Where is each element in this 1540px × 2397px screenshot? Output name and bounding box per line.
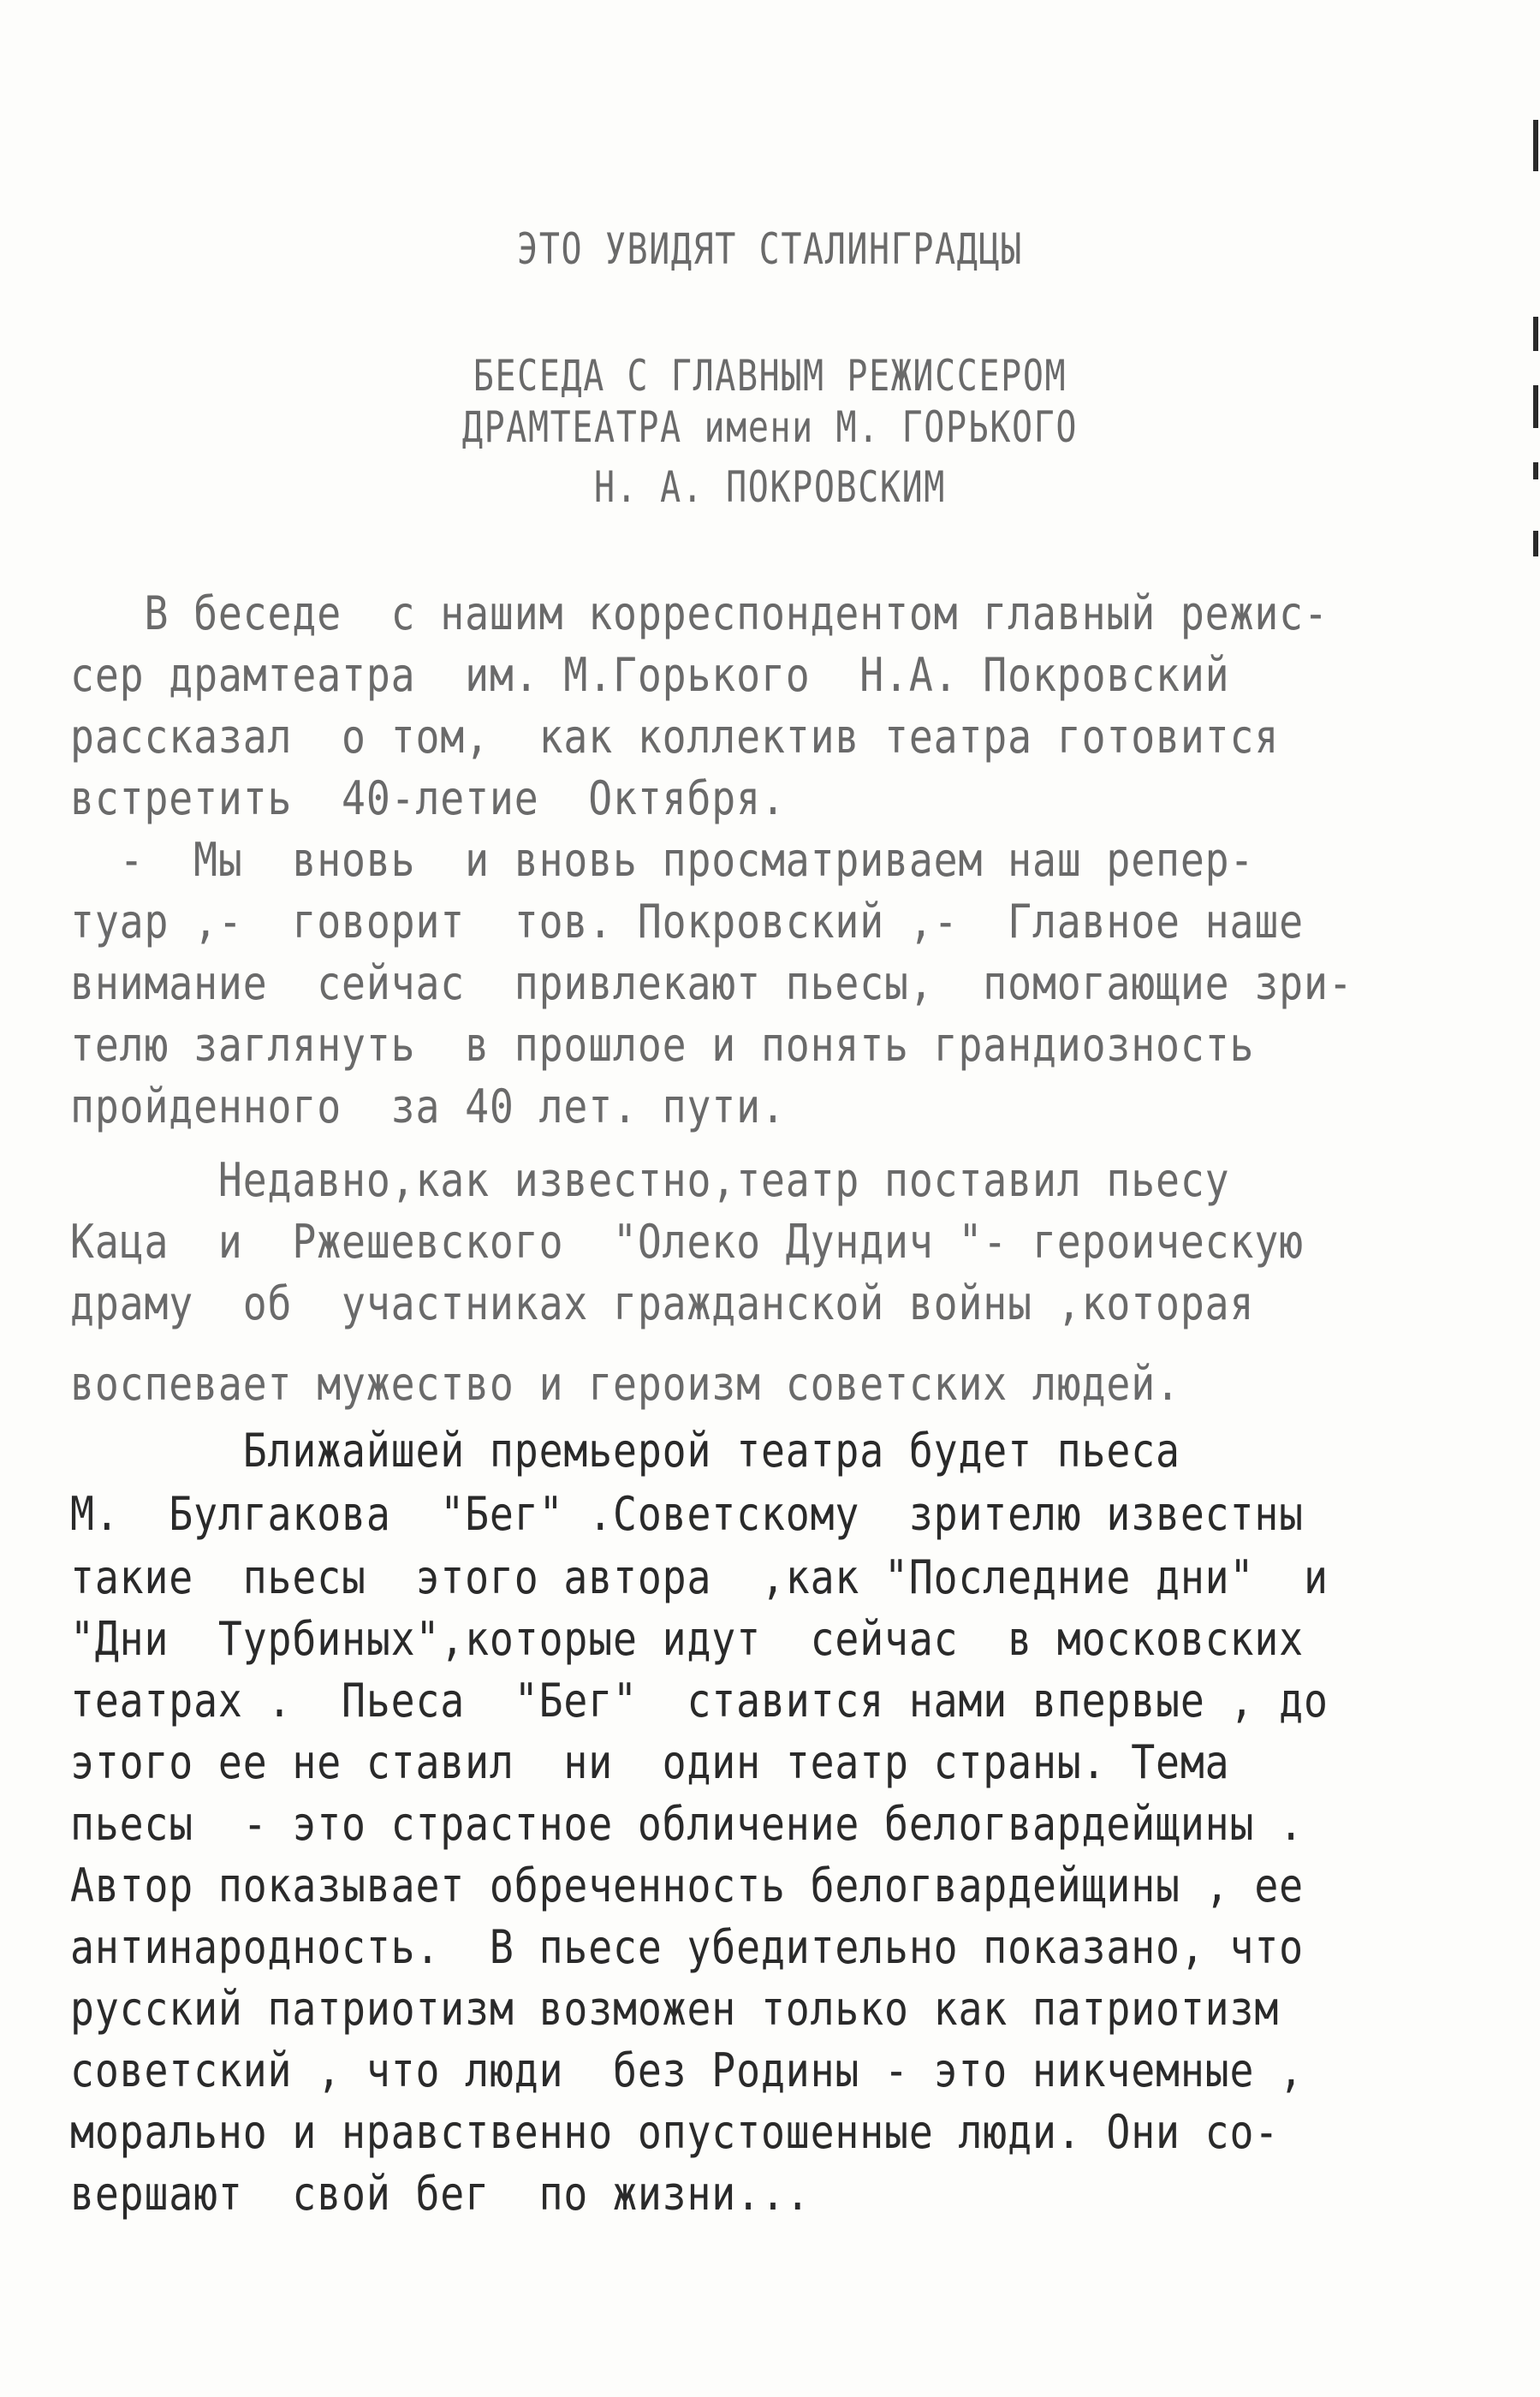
body-line: пройденного за 40 лет. пути. [70,1080,786,1133]
body-line: М. Булгакова "Бег" .Советскому зрителю известны [70,1487,1304,1541]
body-line: Каца и Ржешевского "Олеко Дундич "- героическую [70,1215,1304,1269]
subtitle-line-2-part-1: ДРАМТЕАТРА [461,402,705,452]
body-line: русский патриотизм возможен только как патриотизм [70,1982,1280,2036]
body-line: - Мы вновь и вновь просматриваем наш репер- [70,833,1255,887]
body-line: антинародность. В пьесе убедительно показано, что [70,1920,1304,1974]
body-line: "Дни Турбиных",которые идут сейчас в московских [70,1612,1304,1666]
body-line: телю заглянуть в прошлое и понять грандиозность [70,1018,1255,1072]
body-line: театрах . Пьеса "Бег" ставится нами впервые , до [70,1674,1329,1728]
body-line: пьесы - это страстное обличение белогвардейщины . [70,1797,1304,1851]
subtitle-line-1: БЕСЕДА С ГЛАВНЫМ РЕЖИССЕРОМ [473,351,1067,401]
subtitle-line-2-part-2: имени [704,402,814,452]
body-line: В беседе с нашим корреспондентом главный режис- [70,586,1329,640]
body-line: Ближайшей премьерой театра будет пьеса [70,1424,1180,1478]
body-line: Недавно,как известно,театр поставил пьесу [70,1153,1230,1207]
body-line: советский , что люди без Родины - это никчемные , [70,2043,1304,2097]
body-line: такие пьесы этого автора ,как "Последние дни" и [70,1550,1329,1604]
document-title: ЭТО УВИДЯТ СТАЛИНГРАДЦЫ [517,224,1023,274]
body-line: рассказал о том, как коллектив театра готовится [70,710,1280,764]
body-line: внимание сейчас привлекают пьесы, помогающие зри- [70,956,1353,1010]
body-line: туар ,- говорит тов. Покровский ,- Главное наше [70,895,1304,949]
body-line: морально и нравственно опустошенные люди. Они со- [70,2105,1280,2159]
body-line: встретить 40-летие Октября. [70,771,786,825]
body-line: сер драмтеатра им. М.Горького Н.А. Покровский [70,648,1230,702]
body-line: драму об участниках гражданской войны ,которая [70,1276,1255,1330]
body-line: вершают свой бег по жизни... [70,2167,811,2221]
body-line: этого ее не ставил ни один театр страны. Тема [70,1735,1230,1789]
body-line: Автор показывает обреченность белогвардейщины , ее [70,1859,1304,1912]
body-line: воспевает мужество и героизм советских людей. [70,1357,1180,1411]
scan-edge-marks [1525,120,1540,1147]
subtitle-line-2-part-3: М. ГОРЬКОГО [813,402,1079,452]
subtitle-line-3: Н. А. ПОКРОВСКИМ [594,462,946,512]
subtitle-line-2 [154,402,1386,452]
